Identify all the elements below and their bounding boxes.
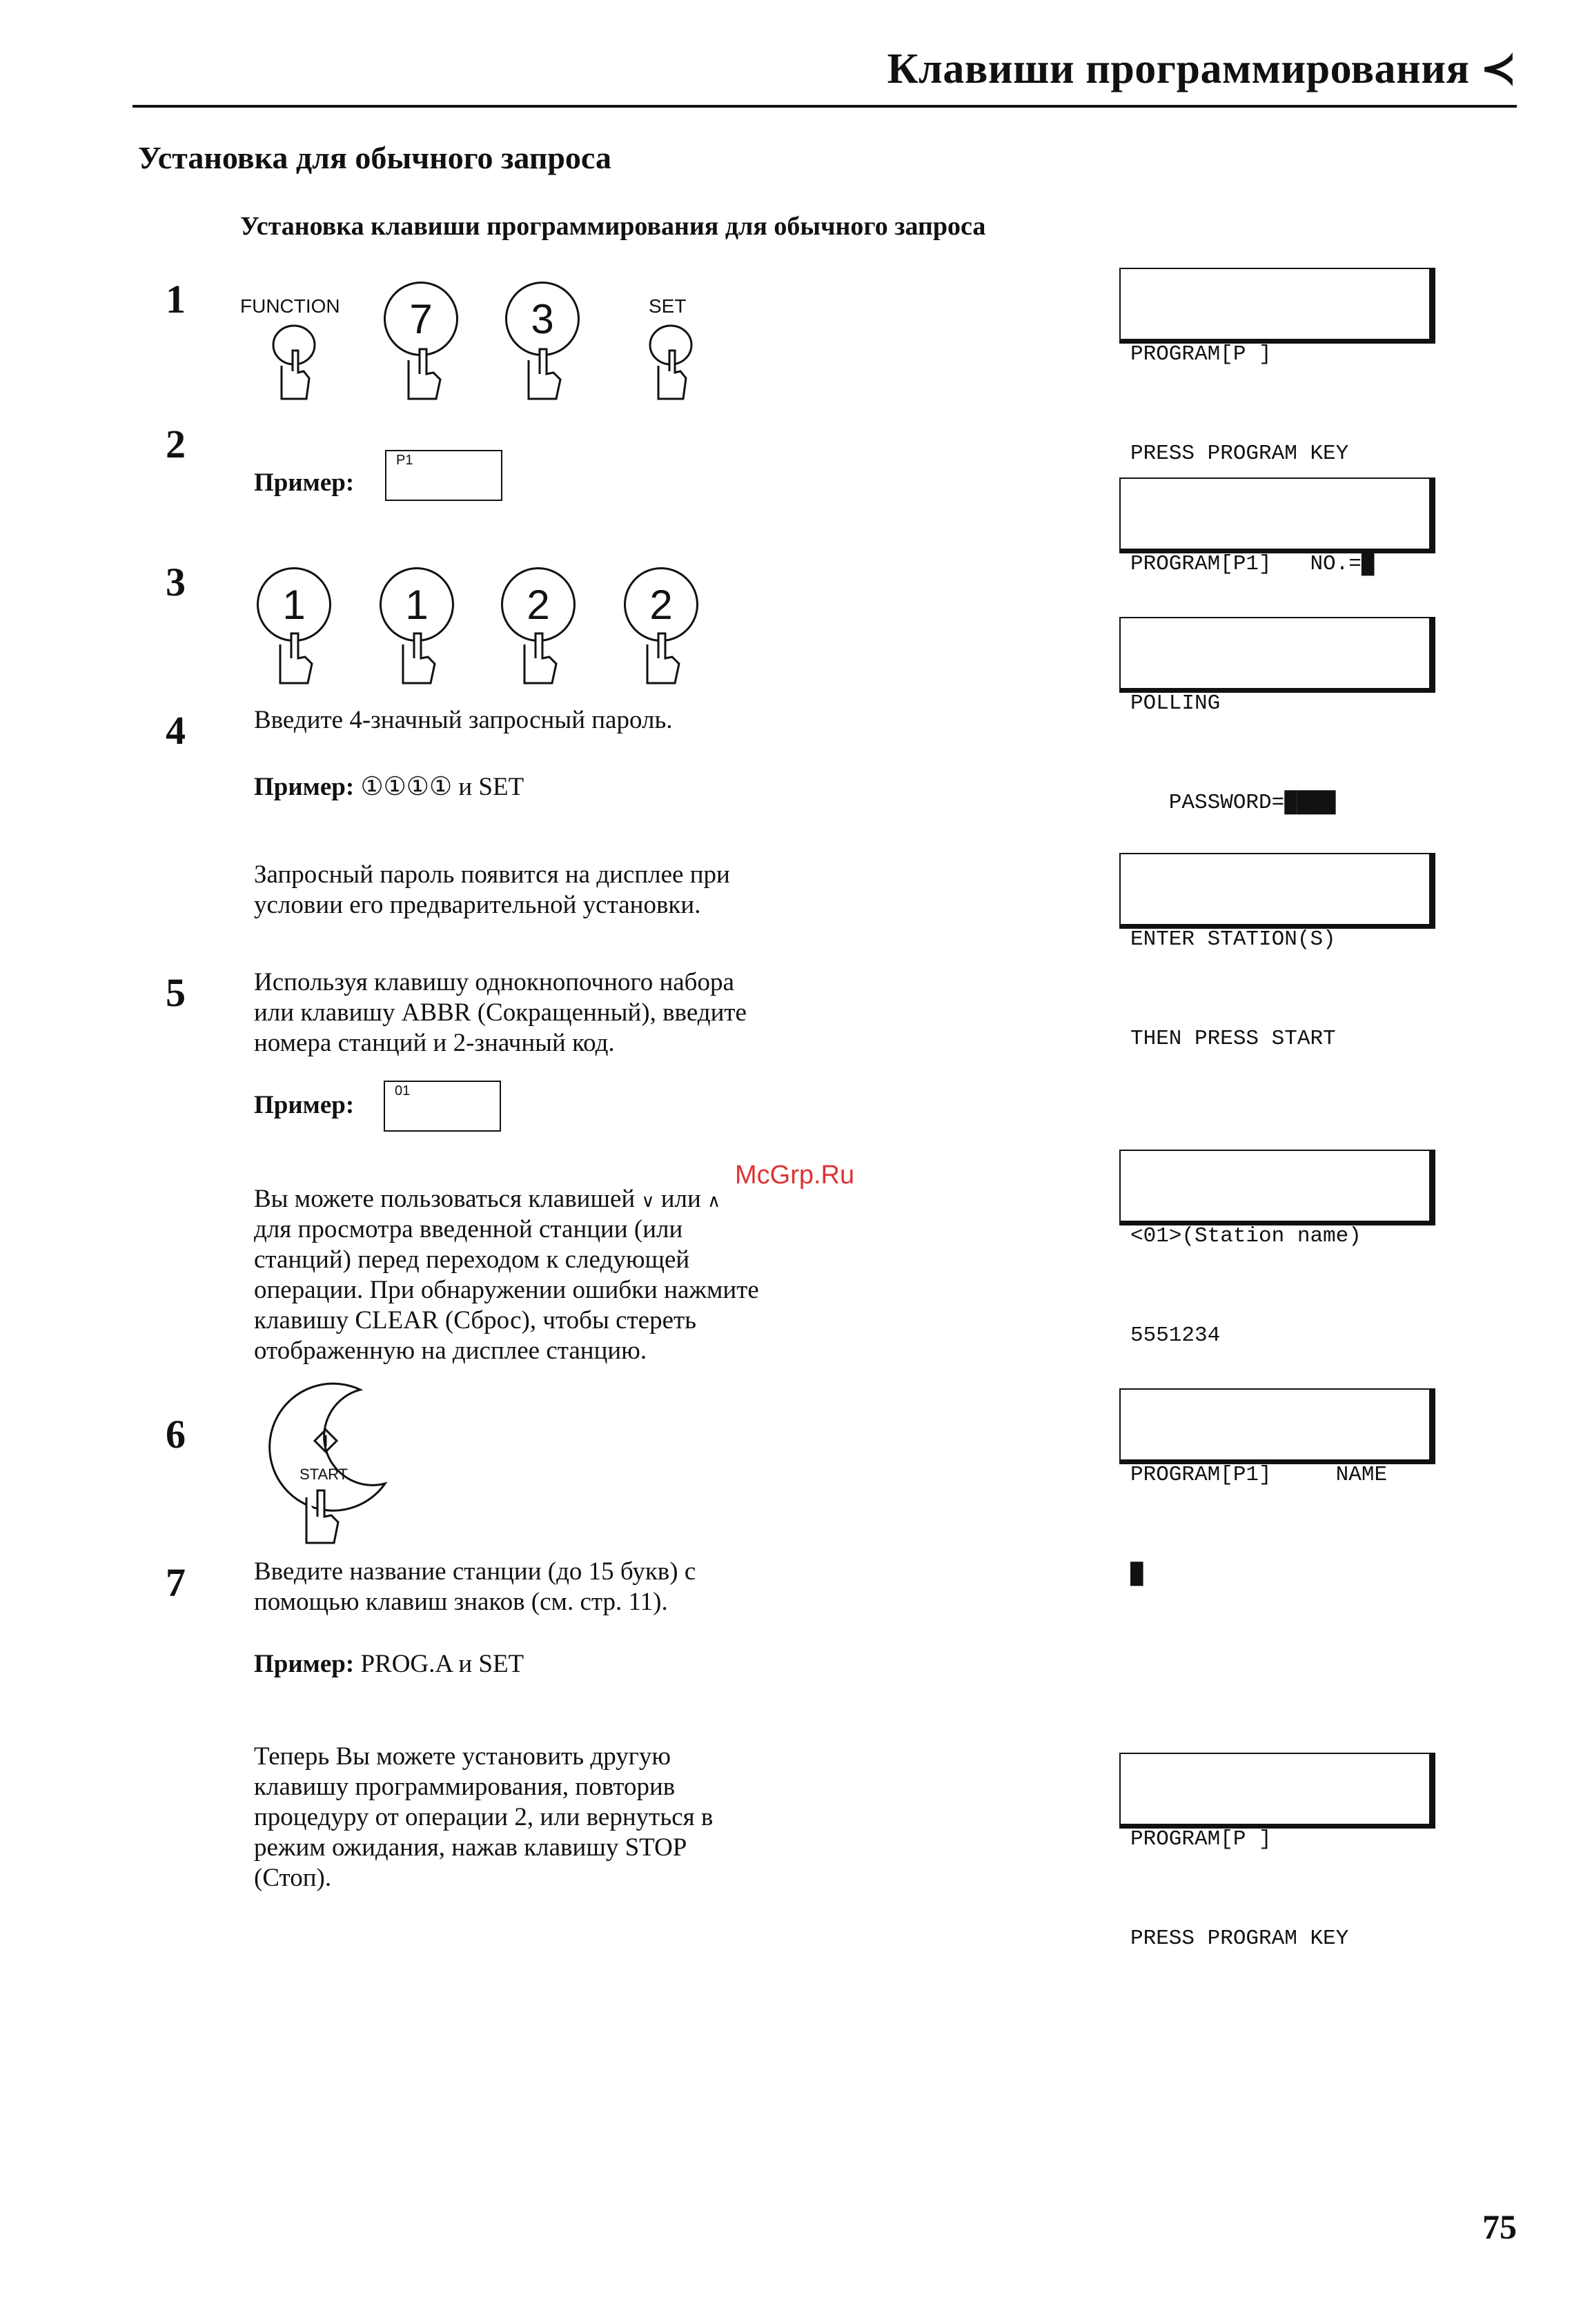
watermark: McGrp.Ru <box>735 1161 855 1190</box>
program-key-p1-box[interactable]: P1 <box>385 450 502 501</box>
function-key-icon[interactable] <box>265 323 327 406</box>
lcd-line: THEN PRESS START <box>1130 1027 1336 1051</box>
step-number: 7 <box>166 1560 186 1605</box>
lcd-display <box>1119 477 1435 576</box>
step5-note: для просмотра введенной станции (или станций) перед переходом к следующей операции. При обнаружении ошибки нажмите клавишу CLEAR (Сброс), чтобы стереть отображенную на дисплее станцию. <box>254 1215 759 1365</box>
key-2-button[interactable]: 2 <box>501 567 576 642</box>
header-rule <box>132 105 1517 108</box>
lcd-display <box>1119 268 1435 466</box>
up-arrow-icon: ∧ <box>707 1191 721 1212</box>
finger-press-icon <box>522 346 577 402</box>
lcd-line: PRESS PROGRAM KEY <box>1130 1927 1349 1951</box>
step5-note-line1: Вы можете пользоваться клавишей ∨ или ∧ <box>254 1185 721 1213</box>
step-number: 4 <box>166 708 186 753</box>
lcd-display <box>1119 853 1435 1051</box>
lcd-line: <01>(Station name) <box>1130 1224 1362 1248</box>
finger-press-icon <box>402 346 457 402</box>
set-key-icon[interactable] <box>642 323 704 406</box>
key-3-button[interactable]: 3 <box>505 282 580 356</box>
lcd-line: PASSWORD=████ <box>1130 791 1336 815</box>
step4-text: Введите 4-значный запросный пароль. <box>254 706 673 734</box>
start-key-icon[interactable] <box>257 1380 402 1546</box>
lcd-display <box>1119 1150 1435 1348</box>
step-number: 2 <box>166 422 186 466</box>
step7-note: Теперь Вы можете установить другую клавишу программирования, повторив процедуру от операции 2, или вернуться в режим ожидания, нажав клавишу STOP (Стоп). <box>254 1742 714 1892</box>
lcd-line: POLLING <box>1130 691 1221 716</box>
lcd-line: 5551234 <box>1130 1323 1221 1348</box>
step-number: 6 <box>166 1412 186 1457</box>
step4-example: Пример: ①①①① и SET <box>254 773 524 801</box>
lcd-display <box>1119 1388 1435 1586</box>
lcd-line: PRESS PROGRAM KEY <box>1130 442 1349 466</box>
finger-press-icon <box>273 631 328 686</box>
lcd-line: PROGRAM[P1] NO.=█ <box>1130 552 1375 576</box>
key-2-button[interactable]: 2 <box>624 567 698 642</box>
subsection-title: Установка клавиши программирования для обычного запроса <box>240 212 986 241</box>
finger-press-icon <box>396 631 451 686</box>
lcd-display <box>1119 1753 1435 1951</box>
step-number: 1 <box>166 277 186 322</box>
step7-example: Пример: PROG.A и SET <box>254 1650 524 1678</box>
step-number: 3 <box>166 560 186 604</box>
step5-text: Используя клавишу однокнопочного набора или клавишу ABBR (Сокращенный), введите номера станций и 2-значный код. <box>254 968 747 1057</box>
lcd-line: ENTER STATION(S) <box>1130 927 1336 952</box>
section-title: Установка для обычного запроса <box>138 140 611 175</box>
lcd-line: PROGRAM[P1] NAME <box>1130 1463 1388 1487</box>
set-key-label: SET <box>649 295 687 317</box>
finger-press-icon <box>640 631 696 686</box>
lcd-display <box>1119 617 1435 815</box>
one-touch-01-box[interactable]: 01 <box>384 1081 501 1132</box>
example-label: Пример: <box>254 469 355 497</box>
step-number: 5 <box>166 970 186 1015</box>
key-1-button[interactable]: 1 <box>257 567 331 642</box>
function-key-label: FUNCTION <box>240 295 340 317</box>
finger-press-icon <box>518 631 573 686</box>
lcd-line: PROGRAM[P ] <box>1130 342 1272 366</box>
start-key-label: START <box>299 1466 348 1483</box>
page-header-title: Клавиши программирования ≺ <box>887 46 1517 92</box>
key-1-button[interactable]: 1 <box>380 567 454 642</box>
example-label: Пример: <box>254 1091 355 1119</box>
lcd-line: █ <box>1130 1562 1143 1586</box>
step4-note: Запросный пароль появится на дисплее при условии его предварительной установки. <box>254 860 730 919</box>
step7-text: Введите название станции (до 15 букв) с помощью клавиш знаков (см. стр. 11). <box>254 1557 696 1616</box>
lcd-line: PROGRAM[P ] <box>1130 1827 1272 1851</box>
page-number: 75 <box>1482 2207 1517 2246</box>
down-arrow-icon: ∨ <box>641 1191 655 1212</box>
key-7-button[interactable]: 7 <box>384 282 458 356</box>
